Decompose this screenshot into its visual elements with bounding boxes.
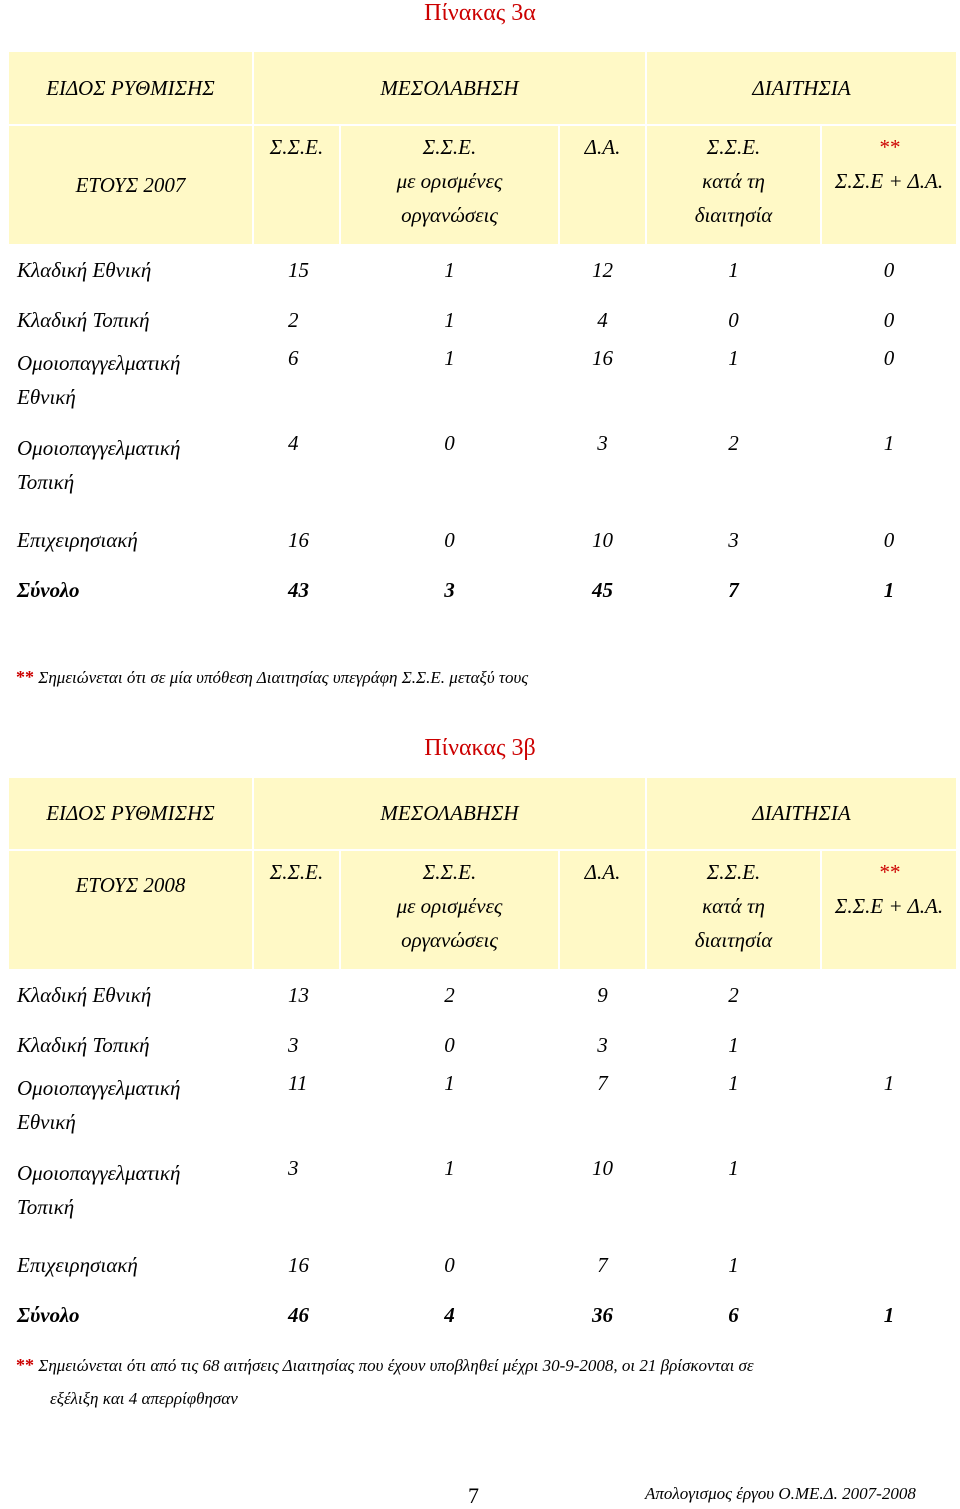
table-row bbox=[8, 1240, 957, 1290]
type-header-cell bbox=[8, 777, 253, 850]
value-cell: 3 bbox=[559, 1020, 646, 1070]
row-label bbox=[8, 1155, 253, 1240]
table-row bbox=[8, 345, 957, 430]
col-sse-orgs-line: Σ.Σ.Ε. bbox=[422, 135, 477, 159]
row-label bbox=[8, 430, 253, 515]
value-cell: 2 bbox=[253, 295, 340, 345]
row-label-line: Ομοιοπαγγελματική bbox=[17, 1076, 181, 1100]
value-cell: 15 bbox=[253, 245, 340, 295]
value-cell: 4 bbox=[340, 1290, 559, 1340]
table-row bbox=[8, 245, 957, 295]
mediation-header-cell bbox=[253, 777, 646, 850]
table-a-title: Πίνακας 3α bbox=[424, 0, 536, 26]
value-cell: 1 bbox=[646, 245, 821, 295]
value-cell: 3 bbox=[253, 1155, 340, 1240]
value-cell: 1 bbox=[646, 1155, 821, 1240]
value-cell: 3 bbox=[253, 1020, 340, 1070]
type-label: ΕΙΔΟΣ ΡΥΘΜΙΣΗΣ bbox=[46, 75, 215, 100]
value-cell: 6 bbox=[253, 345, 340, 430]
value-cell: 1 bbox=[340, 295, 559, 345]
col-sse-arb-line: Σ.Σ.Ε. bbox=[706, 135, 761, 159]
col-sse-da bbox=[821, 850, 957, 970]
value-cell: 4 bbox=[253, 430, 340, 515]
col-sse-arb bbox=[646, 850, 821, 970]
value-cell bbox=[821, 970, 957, 1020]
value-cell: 0 bbox=[821, 245, 957, 295]
row-label-line: Κλαδική Εθνική bbox=[17, 258, 152, 282]
footer-text: Απολογισμος έργου Ο.ΜΕ.Δ. 2007-2008 bbox=[645, 1484, 916, 1503]
value-cell bbox=[821, 1020, 957, 1070]
year-label: ΕΤΟΥΣ 2007 bbox=[75, 172, 186, 197]
row-label-line: Κλαδική Τοπική bbox=[17, 1033, 150, 1057]
row-label bbox=[8, 1290, 253, 1340]
year-header-cell bbox=[8, 850, 253, 970]
value-cell: 1 bbox=[821, 1290, 957, 1340]
value-cell: 1 bbox=[646, 1070, 821, 1155]
value-cell: 2 bbox=[646, 970, 821, 1020]
col-sse-da-label: Σ.Σ.Ε + Δ.Α. bbox=[834, 169, 944, 193]
value-cell: 1 bbox=[340, 1155, 559, 1240]
table-b-title: Πίνακας 3β bbox=[424, 735, 536, 761]
row-label-line: Επιχειρησιακή bbox=[17, 1253, 138, 1277]
col-sse-orgs-line: με ορισμένες bbox=[396, 169, 503, 193]
col-da bbox=[559, 125, 646, 245]
table-row bbox=[8, 1290, 957, 1340]
table-row bbox=[8, 1070, 957, 1155]
col-sse-arb-line: κατά τη bbox=[702, 169, 765, 193]
value-cell: 36 bbox=[559, 1290, 646, 1340]
col-sse-arb-line: κατά τη bbox=[702, 894, 765, 918]
value-cell: 16 bbox=[253, 515, 340, 565]
note-text: Σημειώνεται ότι σε μία υπόθεση Διαιτησίας υπεγράφη Σ.Σ.Ε. μεταξύ τους bbox=[38, 668, 529, 687]
value-cell: 12 bbox=[559, 245, 646, 295]
row-label-line: Εθνική bbox=[17, 1110, 76, 1134]
value-cell: 3 bbox=[559, 430, 646, 515]
col-sse-orgs bbox=[340, 850, 559, 970]
note-text-line2: εξέλιξη και 4 απερρίφθησαν bbox=[50, 1389, 238, 1408]
table-b-note bbox=[16, 1349, 754, 1415]
value-cell: 1 bbox=[646, 1020, 821, 1070]
row-label bbox=[8, 565, 253, 615]
row-label bbox=[8, 1020, 253, 1070]
value-cell: 7 bbox=[559, 1070, 646, 1155]
type-label: ΕΙΔΟΣ ΡΥΘΜΙΣΗΣ bbox=[46, 801, 215, 825]
col-sse-orgs-line: Σ.Σ.Ε. bbox=[422, 860, 477, 884]
value-cell: 46 bbox=[253, 1290, 340, 1340]
row-label-line: Εθνική bbox=[17, 385, 76, 409]
value-cell: 10 bbox=[559, 515, 646, 565]
row-label-line: Τοπική bbox=[17, 470, 75, 494]
col-sse-label: Σ.Σ.Ε. bbox=[269, 860, 324, 884]
col-sse-orgs-line: οργανώσεις bbox=[401, 203, 498, 227]
col-sse-arb-line: Σ.Σ.Ε. bbox=[706, 860, 761, 884]
row-label-line: Σύνολο bbox=[17, 1303, 80, 1327]
table-row bbox=[8, 565, 957, 615]
col-sse-label: Σ.Σ.Ε. bbox=[269, 135, 324, 159]
value-cell: 1 bbox=[340, 1070, 559, 1155]
row-label bbox=[8, 245, 253, 295]
row-label-line: Ομοιοπαγγελματική bbox=[17, 1161, 181, 1185]
row-label bbox=[8, 1070, 253, 1155]
note-stars: ** bbox=[16, 667, 34, 687]
arbitration-label: ΔΙΑΙΤΗΣΙΑ bbox=[752, 801, 851, 825]
value-cell: 1 bbox=[821, 1070, 957, 1155]
row-label bbox=[8, 345, 253, 430]
value-cell: 0 bbox=[821, 345, 957, 430]
row-label bbox=[8, 515, 253, 565]
value-cell: 1 bbox=[821, 565, 957, 615]
row-label bbox=[8, 1240, 253, 1290]
col-sse-da-label: Σ.Σ.Ε + Δ.Α. bbox=[834, 894, 944, 918]
value-cell: 0 bbox=[340, 1240, 559, 1290]
value-cell: 16 bbox=[253, 1240, 340, 1290]
value-cell: 1 bbox=[340, 245, 559, 295]
mediation-header-cell bbox=[253, 51, 646, 125]
col-sse bbox=[253, 850, 340, 970]
row-label bbox=[8, 970, 253, 1020]
value-cell: 3 bbox=[646, 515, 821, 565]
arbitration-header-cell bbox=[646, 51, 957, 125]
value-cell: 0 bbox=[340, 1020, 559, 1070]
row-label-line: Ομοιοπαγγελματική bbox=[17, 351, 181, 375]
arbitration-label: ΔΙΑΙΤΗΣΙΑ bbox=[752, 75, 851, 100]
value-cell: 3 bbox=[340, 565, 559, 615]
row-label-line: Επιχειρησιακή bbox=[17, 528, 138, 552]
year-header-cell bbox=[8, 125, 253, 245]
year-label: ΕΤΟΥΣ 2008 bbox=[75, 873, 186, 897]
table-row bbox=[8, 515, 957, 565]
value-cell: 0 bbox=[340, 515, 559, 565]
value-cell: 1 bbox=[646, 1240, 821, 1290]
value-cell: 1 bbox=[646, 345, 821, 430]
value-cell: 45 bbox=[559, 565, 646, 615]
value-cell: 16 bbox=[559, 345, 646, 430]
note-text-line1: Σημειώνεται ότι από τις 68 αιτήσεις Διαιτησίας που έχουν υποβληθεί μέχρι 30-9-2008, οι 21 βρίσκονται σε bbox=[38, 1356, 754, 1375]
value-cell: 1 bbox=[340, 345, 559, 430]
value-cell: 13 bbox=[253, 970, 340, 1020]
value-cell: 11 bbox=[253, 1070, 340, 1155]
col-da bbox=[559, 850, 646, 970]
col-sse bbox=[253, 125, 340, 245]
row-label-line: Σύνολο bbox=[17, 578, 80, 602]
value-cell bbox=[821, 1155, 957, 1240]
value-cell: 7 bbox=[646, 565, 821, 615]
table-b-body bbox=[8, 970, 957, 1340]
col-star-mark: ** bbox=[878, 135, 900, 159]
row-label bbox=[8, 295, 253, 345]
table-a bbox=[7, 50, 958, 616]
mediation-label: ΜΕΣΟΛΑΒΗΣΗ bbox=[380, 801, 519, 825]
col-sse-orgs-line: οργανώσεις bbox=[401, 928, 498, 952]
value-cell: 43 bbox=[253, 565, 340, 615]
mediation-label: ΜΕΣΟΛΑΒΗΣΗ bbox=[380, 75, 519, 100]
value-cell: 0 bbox=[821, 295, 957, 345]
value-cell: 9 bbox=[559, 970, 646, 1020]
col-da-label: Δ.Α. bbox=[584, 860, 621, 884]
col-star-mark: ** bbox=[878, 860, 900, 884]
value-cell: 6 bbox=[646, 1290, 821, 1340]
value-cell bbox=[821, 1240, 957, 1290]
value-cell: 2 bbox=[340, 970, 559, 1020]
col-sse-arb bbox=[646, 125, 821, 245]
page-number: 7 bbox=[468, 1483, 479, 1508]
row-label-line: Κλαδική Εθνική bbox=[17, 983, 152, 1007]
value-cell: 4 bbox=[559, 295, 646, 345]
table-row bbox=[8, 1020, 957, 1070]
type-header-cell bbox=[8, 51, 253, 125]
table-row bbox=[8, 970, 957, 1020]
value-cell: 2 bbox=[646, 430, 821, 515]
col-sse-da bbox=[821, 125, 957, 245]
table-row bbox=[8, 430, 957, 515]
row-label-line: Κλαδική Τοπική bbox=[17, 308, 150, 332]
arbitration-header-cell bbox=[646, 777, 957, 850]
col-sse-arb-line: διαιτησία bbox=[694, 203, 773, 227]
table-row bbox=[8, 295, 957, 345]
row-label-line: Ομοιοπαγγελματική bbox=[17, 436, 181, 460]
table-a-note bbox=[16, 661, 528, 694]
value-cell: 0 bbox=[821, 515, 957, 565]
value-cell: 0 bbox=[340, 430, 559, 515]
table-a-body bbox=[8, 245, 957, 615]
row-label-line: Τοπική bbox=[17, 1195, 75, 1219]
table-b bbox=[7, 776, 958, 1341]
table-row bbox=[8, 1155, 957, 1240]
col-sse-arb-line: διαιτησία bbox=[694, 928, 773, 952]
value-cell: 10 bbox=[559, 1155, 646, 1240]
col-sse-orgs bbox=[340, 125, 559, 245]
value-cell: 0 bbox=[646, 295, 821, 345]
col-da-label: Δ.Α. bbox=[584, 135, 621, 159]
value-cell: 1 bbox=[821, 430, 957, 515]
note-stars: ** bbox=[16, 1355, 34, 1375]
col-sse-orgs-line: με ορισμένες bbox=[396, 894, 503, 918]
value-cell: 7 bbox=[559, 1240, 646, 1290]
